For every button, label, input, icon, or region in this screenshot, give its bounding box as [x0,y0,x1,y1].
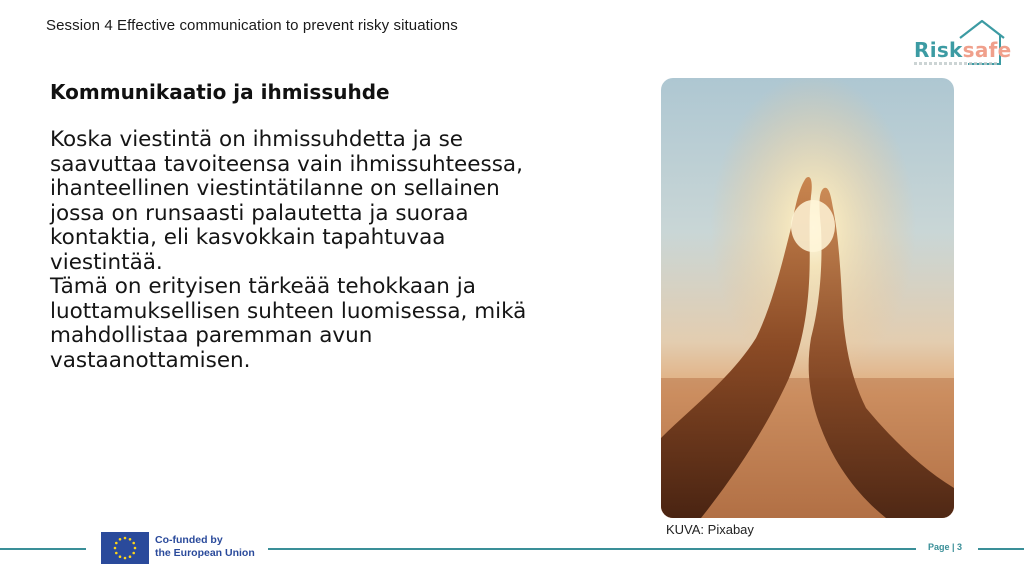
eu-label-line2: the European Union [155,547,255,559]
logo-wordmark [914,38,1012,62]
hands-sunset-photo [661,78,954,518]
slide-heading: Kommunikaatio ja ihmissuhde [50,80,390,104]
logo-risk-text: Risk [914,38,963,62]
footer-line-left [0,548,86,550]
eu-funding-label [155,534,255,560]
page-number: Page | 3 [928,542,963,552]
session-title: Session 4 Effective communication to prevent risky situations [46,17,458,34]
eu-label-line1: Co-funded by [155,534,223,546]
logo-tagline [914,62,998,65]
footer-line-right [978,548,1024,550]
risksafe-logo [908,18,1012,70]
body-paragraph: Koska viestintä on ihmissuhdetta ja se saavuttaa tavoiteensa vain ihmissuhteessa, ihanteellinen viestintätilanne on sellainen jossa on runsaasti palautetta ja suoraa kontaktia, eli kasvokkain tapahtuvaa viestintää. Tämä on erityisen tärkeää tehokkaan ja luottamuksellisen suhteen luomisessa, mikä mahdollistaa paremman avun vastaanottamisen. [50,127,527,373]
logo-safe-text: safe [962,38,1012,62]
footer-line-middle [268,548,916,550]
eu-flag-icon [101,532,149,564]
image-caption: KUVA: Pixabay [666,522,754,537]
